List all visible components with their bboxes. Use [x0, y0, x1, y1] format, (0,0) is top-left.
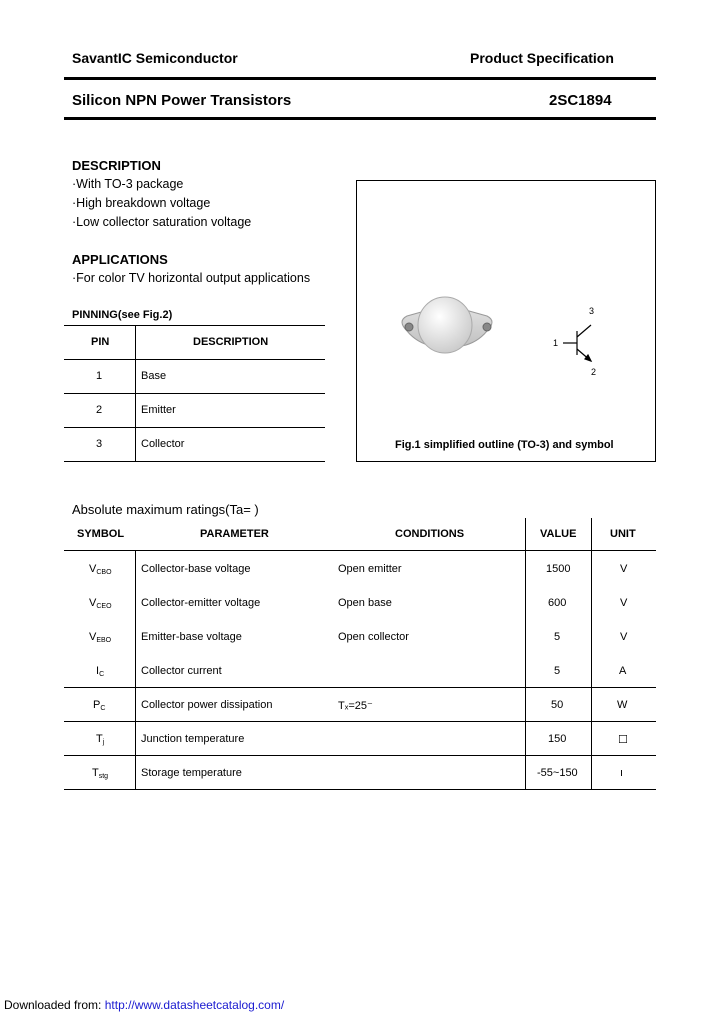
footer [4, 998, 284, 1012]
ratings-rule [64, 789, 656, 790]
doc-type: Product Specification [470, 50, 614, 66]
rating-condition: Open emitter [338, 563, 402, 575]
rating-parameter: Emitter-base voltage [141, 631, 242, 643]
rating-unit: A [619, 665, 627, 677]
description-title: DESCRIPTION [72, 158, 161, 173]
to3-package-figure [357, 181, 655, 461]
ratings-divider [525, 518, 526, 789]
symbol-pin-3: 3 [589, 306, 595, 316]
rating-parameter: Collector power dissipation [141, 699, 273, 711]
ratings-title: Absolute maximum ratings(Ta= ) [72, 502, 259, 517]
rating-symbol: VEBO [89, 631, 112, 644]
rating-value: 1500 [546, 563, 571, 575]
pinning-rule [64, 461, 325, 462]
pinning-rule [64, 359, 325, 360]
figure-caption: Fig.1 simplified outline (TO-3) and symbol [395, 439, 614, 451]
rating-value: 5 [554, 665, 561, 677]
pinning-divider [135, 325, 136, 462]
symbol-pin-2: 2 [591, 367, 597, 377]
pinning-header-desc: DESCRIPTION [193, 336, 269, 348]
mount-hole [405, 323, 413, 331]
rating-unit: V [620, 563, 628, 575]
description-item: ·With TO-3 package [72, 177, 184, 191]
rating-symbol: VCBO [89, 563, 112, 576]
pinning-desc: Collector [141, 438, 185, 450]
pinning-title: PINNING(see Fig.2) [72, 309, 173, 321]
figure-box [356, 180, 656, 462]
rating-parameter: Storage temperature [141, 767, 242, 779]
rating-condition: Open collector [338, 631, 409, 643]
pinning-pin: 1 [96, 370, 103, 382]
rating-parameter: Collector current [141, 665, 222, 677]
pinning-header-pin: PIN [91, 336, 110, 348]
description-item: ·High breakdown voltage [72, 196, 211, 210]
mount-hole [483, 323, 491, 331]
ratings-rule [64, 755, 656, 756]
footer-prefix: Downloaded from: [4, 998, 102, 1012]
rating-value: -55~150 [537, 767, 578, 779]
pinning-pin: 2 [96, 404, 103, 416]
header-rule-top [64, 77, 656, 80]
ratings-rule [64, 687, 656, 688]
company-name: SavantIC Semiconductor [72, 50, 238, 66]
product-line: Silicon NPN Power Transistors [72, 92, 292, 109]
rating-condition: Tₓ=25⁻ [338, 700, 373, 712]
ratings-rule [64, 721, 656, 722]
ratings-header-symbol: SYMBOL [77, 528, 125, 540]
description-item: ·Low collector saturation voltage [72, 215, 252, 229]
pinning-pin: 3 [96, 438, 103, 450]
rating-unit: ☐ [618, 734, 628, 746]
rating-parameter: Collector-emitter voltage [141, 597, 261, 609]
footer-link[interactable]: http://www.datasheetcatalog.com/ [104, 998, 285, 1012]
rating-symbol: PC [93, 699, 106, 712]
rating-unit: V [620, 631, 628, 643]
pinning-desc: Emitter [141, 404, 176, 416]
ratings-divider [591, 518, 592, 789]
ratings-rule [64, 550, 656, 551]
rating-symbol: Tstg [92, 767, 109, 780]
rating-parameter: Collector-base voltage [141, 563, 251, 575]
ratings-header-unit: UNIT [610, 528, 636, 540]
pinning-rule [64, 427, 325, 428]
pinning-rule [64, 325, 325, 326]
applications-title: APPLICATIONS [72, 252, 168, 267]
ratings-header-value: VALUE [540, 528, 577, 540]
rating-value: 150 [548, 733, 567, 745]
package-can [418, 297, 472, 353]
rating-unit: V [620, 597, 628, 609]
ratings-header-parameter: PARAMETER [200, 528, 269, 540]
rating-value: 50 [551, 699, 564, 711]
rating-unit: ı [620, 767, 624, 779]
pinning-desc: Base [141, 370, 167, 382]
header-rule-bottom [64, 117, 656, 120]
rating-symbol: Tj [96, 733, 105, 746]
rating-condition: Open base [338, 597, 392, 609]
rating-symbol: VCEO [89, 597, 112, 610]
applications-item: ·For color TV horizontal output applications [72, 271, 311, 285]
rating-unit: W [617, 699, 628, 711]
rating-parameter: Junction temperature [141, 733, 245, 745]
pinning-rule [64, 393, 325, 394]
symbol-pin-1: 1 [553, 338, 559, 348]
rating-value: 5 [554, 631, 561, 643]
ratings-header-conditions: CONDITIONS [395, 528, 465, 540]
transistor-symbol [563, 325, 591, 361]
rating-value: 600 [548, 597, 567, 609]
rating-symbol: IC [96, 665, 105, 678]
ratings-divider [135, 551, 136, 789]
part-number: 2SC1894 [549, 92, 612, 109]
